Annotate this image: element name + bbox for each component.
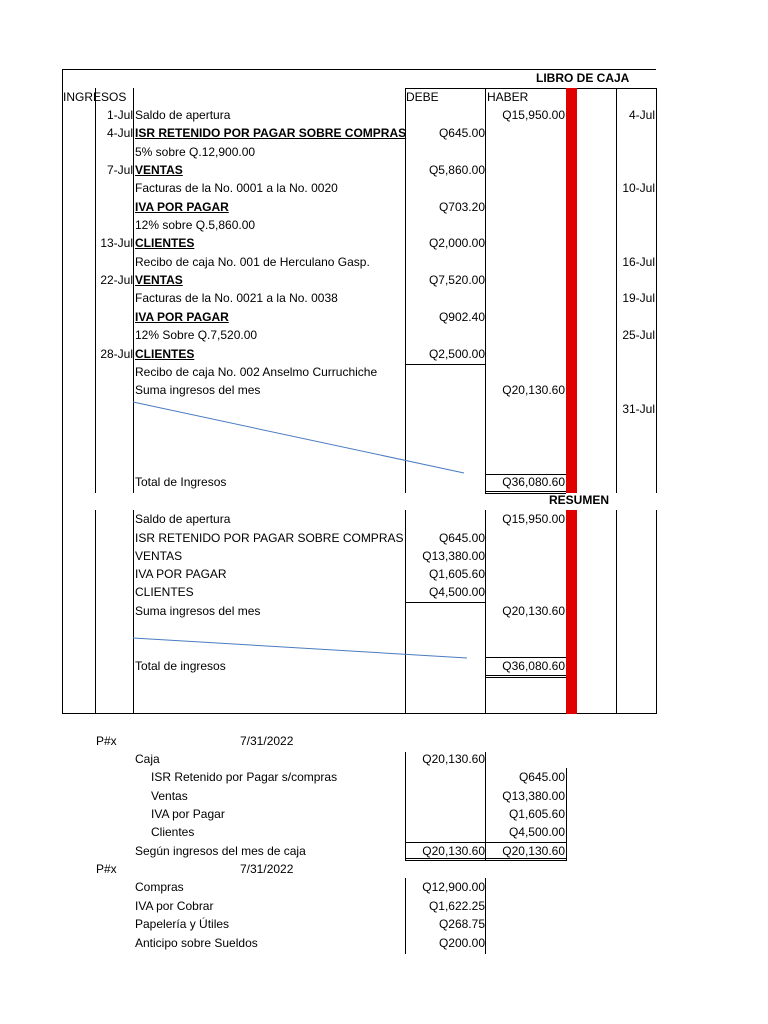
egreso-date-5: 10-Jul	[622, 181, 655, 195]
res-debe-3: Q13,380.00	[422, 549, 485, 563]
cancel-line-ingresos	[133, 402, 464, 473]
debe-8: Q2,000.00	[428, 236, 485, 250]
date-2: 4-Jul	[106, 126, 133, 140]
debe-label: DEBE	[406, 90, 439, 104]
res-haber-1: Q15,950.00	[502, 512, 565, 526]
desc-11: Facturas de la No. 0021 a la No. 0038	[135, 291, 338, 305]
res-desc-6: Suma ingresos del mes	[135, 604, 261, 618]
p2-line-1: Compras	[135, 880, 184, 894]
debe-10: Q7,520.00	[428, 273, 485, 287]
egreso-date-9: 16-Jul	[622, 255, 655, 269]
res-desc-3: VENTAS	[135, 549, 183, 563]
desc-6: IVA POR PAGAR	[135, 200, 229, 214]
p2-date: 7/31/2022	[240, 862, 294, 876]
debe-14: Q2,500.00	[428, 347, 485, 361]
p2-value-1: Q12,900.00	[422, 880, 485, 894]
debe-12: Q902.40	[438, 310, 485, 324]
egreso-date-13: 25-Jul	[622, 328, 655, 342]
res-debe-5: Q4,500.00	[428, 585, 485, 599]
p1-haber-3: Q1,605.60	[508, 807, 565, 821]
p1-sum-debe: Q20,130.60	[422, 844, 485, 858]
date-1: 1-Jul	[106, 108, 133, 122]
p2-line-4: Anticipo sobre Sueldos	[135, 936, 258, 950]
page-title: LIBRO DE CAJA	[536, 71, 630, 85]
desc-13: 12% Sobre Q.7,520.00	[135, 328, 258, 342]
total-ingresos-label: Total de Ingresos	[135, 475, 227, 489]
p1-caja-label: Caja	[135, 752, 160, 766]
desc-15: Recibo de caja No. 002 Anselmo Curruchiche	[135, 365, 378, 379]
p2-value-2: Q1,622.25	[428, 899, 485, 913]
desc-2: ISR RETENIDO POR PAGAR SOBRE COMPRAS	[135, 126, 407, 140]
desc-12: IVA POR PAGAR	[135, 310, 229, 324]
res-desc-1: Saldo de apertura	[135, 512, 231, 526]
date-10: 22-Jul	[100, 273, 133, 287]
desc-7: 12% sobre Q.5,860.00	[135, 218, 256, 232]
p1-sum-double-line	[405, 858, 567, 861]
egreso-date-11: 19-Jul	[622, 291, 655, 305]
desc-4: VENTAS	[135, 163, 183, 177]
p1-haber-1: Q645.00	[518, 770, 565, 784]
total-ingresos-value: Q36,080.60	[502, 475, 565, 489]
res-haber-6: Q20,130.60	[502, 604, 565, 618]
date-14: 28-Jul	[100, 347, 133, 361]
date-4: 7-Jul	[106, 163, 133, 177]
haber-16: Q20,130.60	[502, 383, 565, 397]
desc-16: Suma ingresos del mes	[135, 383, 261, 397]
p2-value-4: Q200.00	[438, 936, 485, 950]
p1-sum-top-line	[405, 842, 567, 843]
p1-haber-2: Q13,380.00	[502, 789, 565, 803]
p1-date: 7/31/2022	[240, 734, 294, 748]
debe-2: Q645.00	[438, 126, 485, 140]
p1-concept: Según ingresos del mes de caja	[135, 844, 306, 858]
debe-6: Q703.20	[438, 200, 485, 214]
date-8: 13-Jul	[100, 236, 133, 250]
desc-8: CLIENTES	[135, 236, 195, 250]
desc-9: Recibo de caja No. 001 de Herculano Gasp.	[135, 255, 370, 269]
p1-line-2: Ventas	[151, 789, 188, 803]
p1-haber-4: Q4,500.00	[508, 825, 565, 839]
haber-label: HABER	[487, 90, 529, 104]
ingresos-label: INGRESOS	[63, 90, 127, 104]
desc-5: Facturas de la No. 0001 a la No. 0020	[135, 181, 338, 195]
haber-1: Q15,950.00	[502, 108, 565, 122]
resumen-title: RESUMEN	[549, 493, 610, 507]
res-debe-2: Q645.00	[438, 531, 485, 545]
p2-value-3: Q268.75	[438, 917, 485, 931]
p1-line-3: IVA por Pagar	[151, 807, 225, 821]
p1-caja-debe: Q20,130.60	[422, 752, 485, 766]
p1-haber-right-line	[566, 768, 567, 860]
desc-10: VENTAS	[135, 273, 183, 287]
desc-1: Saldo de apertura	[135, 108, 231, 122]
p1-line-4: Clientes	[151, 825, 195, 839]
p2-line-3: Papelería y Útiles	[135, 917, 230, 931]
res-desc-5: CLIENTES	[135, 585, 194, 599]
p1-line-1: ISR Retenido por Pagar s/compras	[151, 770, 338, 784]
p2-line-2: IVA por Cobrar	[135, 899, 214, 913]
p1-sum-haber: Q20,130.60	[502, 844, 565, 858]
desc-14: CLIENTES	[135, 347, 195, 361]
res-debe-4: Q1,605.60	[428, 567, 485, 581]
egreso-date-17: 31-Jul	[622, 402, 655, 416]
p1-number: P#x	[96, 734, 117, 748]
egreso-date-1: 4-Jul	[628, 108, 655, 122]
res-desc-4: IVA POR PAGAR	[135, 567, 227, 581]
res-total-label: Total de ingresos	[135, 659, 226, 673]
desc-3: 5% sobre Q.12,900.00	[135, 145, 256, 159]
res-desc-2: ISR RETENIDO POR PAGAR SOBRE COMPRAS	[135, 531, 404, 545]
p2-haber-left-line	[485, 878, 486, 954]
cancel-line-resumen	[133, 638, 467, 658]
p2-number: P#x	[96, 862, 117, 876]
res-total-value: Q36,080.60	[502, 659, 565, 673]
debe-4: Q5,860.00	[428, 163, 485, 177]
